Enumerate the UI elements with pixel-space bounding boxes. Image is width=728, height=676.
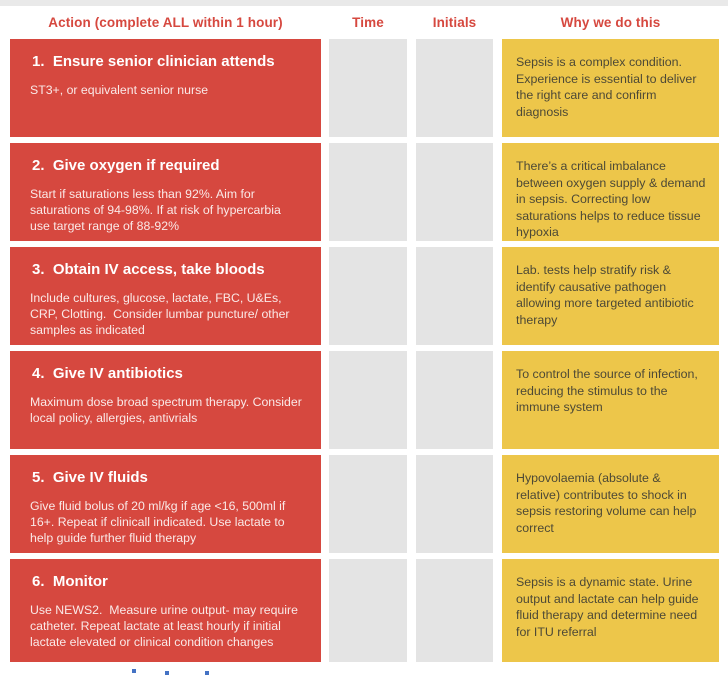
action-title: 4. Give IV antibiotics: [32, 365, 183, 382]
initials-field[interactable]: [416, 455, 493, 553]
why-box-6: [502, 559, 719, 662]
time-field[interactable]: [329, 351, 407, 449]
why-box-4: [502, 351, 719, 449]
why-text: To control the source of infection, reducing the stimulus to the immune system: [516, 367, 702, 414]
action-title: 1. Ensure senior clinician attends: [32, 53, 275, 70]
header-action: Action (complete ALL within 1 hour): [48, 15, 283, 30]
initials-field-value: [416, 455, 493, 553]
table-row: [10, 143, 719, 241]
action-description: Start if saturations less than 92%. Aim for saturations of 94-98%. If at risk of hypercarbia use target range of 88-92%: [30, 187, 285, 234]
initials-field-value: [416, 351, 493, 449]
table-row: [10, 351, 719, 449]
action-box-1: [10, 39, 321, 137]
action-box-3: [10, 247, 321, 345]
table-row: [10, 455, 719, 553]
action-box-4: [10, 351, 321, 449]
initials-field-value: [416, 143, 493, 241]
initials-field[interactable]: [416, 351, 493, 449]
action-box-2: [10, 143, 321, 241]
why-box-3: [502, 247, 719, 345]
table-row: [10, 247, 719, 345]
header-why: Why we do this: [560, 15, 661, 30]
action-description: Include cultures, glucose, lactate, FBC, U&Es, CRP, Clotting. Consider lumbar puncture/ other samples as indicated: [30, 291, 293, 338]
action-description: Maximum dose broad spectrum therapy. Consider local policy, allergies, antivrials: [30, 395, 306, 426]
initials-field-value: [416, 559, 493, 662]
why-text: Lab. tests help stratify risk & identify causative pathogen allowing more targeted antibiotic therapy: [516, 263, 698, 327]
initials-field[interactable]: [416, 247, 493, 345]
time-field-value: [329, 559, 407, 662]
action-box-6: [10, 559, 321, 662]
action-title: 6. Monitor: [32, 573, 108, 590]
initials-field[interactable]: [416, 559, 493, 662]
initials-field-value: [416, 39, 493, 137]
action-title: 3. Obtain IV access, take bloods: [32, 261, 265, 278]
clipped-blue-text-fragment: [205, 671, 209, 675]
why-text: Sepsis is a dynamic state. Urine output and lactate can help guide fluid therapy and determine need for ITU referral: [516, 575, 703, 639]
table-header: [10, 6, 719, 39]
why-box-1: [502, 39, 719, 137]
action-box-5: [10, 455, 321, 553]
why-box-5: [502, 455, 719, 553]
action-title: 5. Give IV fluids: [32, 469, 148, 486]
initials-field[interactable]: [416, 143, 493, 241]
action-description: ST3+, or equivalent senior nurse: [30, 83, 209, 97]
why-text: Sepsis is a complex condition. Experience is essential to deliver the right care and confirm diagnosis: [516, 55, 700, 119]
initials-field[interactable]: [416, 39, 493, 137]
time-field-value: [329, 143, 407, 241]
clipped-blue-text-fragment: [165, 671, 169, 675]
time-field[interactable]: [329, 455, 407, 553]
header-initials: Initials: [432, 15, 477, 30]
action-description: Use NEWS2. Measure urine output- may require catheter. Repeat lactate at least hourly if initial lactate elevated or clinical condition changes: [30, 603, 302, 650]
initials-field-value: [416, 247, 493, 345]
time-field[interactable]: [329, 39, 407, 137]
why-text: Hypovolaemia (absolute & relative) contributes to shock in sepsis restoring volume can help correct: [516, 471, 700, 535]
header-time: Time: [352, 15, 384, 30]
table-row: [10, 559, 719, 662]
time-field[interactable]: [329, 143, 407, 241]
table-body: [10, 39, 719, 662]
why-text: There’s a critical imbalance between oxygen supply & demand in sepsis. Correcting low saturations helps to reduce tissue hypoxia: [516, 159, 709, 239]
time-field-value: [329, 39, 407, 137]
time-field-value: [329, 247, 407, 345]
why-box-2: [502, 143, 719, 241]
clipped-blue-text-fragment: [132, 669, 136, 673]
time-field[interactable]: [329, 559, 407, 662]
action-title: 2. Give oxygen if required: [32, 157, 220, 174]
action-description: Give fluid bolus of 20 ml/kg if age <16, 500ml if 16+. Repeat if clinicall indicated. Use lactate to help guide further fluid therapy: [30, 499, 289, 546]
time-field-value: [329, 455, 407, 553]
time-field[interactable]: [329, 247, 407, 345]
table-row: [10, 39, 719, 137]
time-field-value: [329, 351, 407, 449]
